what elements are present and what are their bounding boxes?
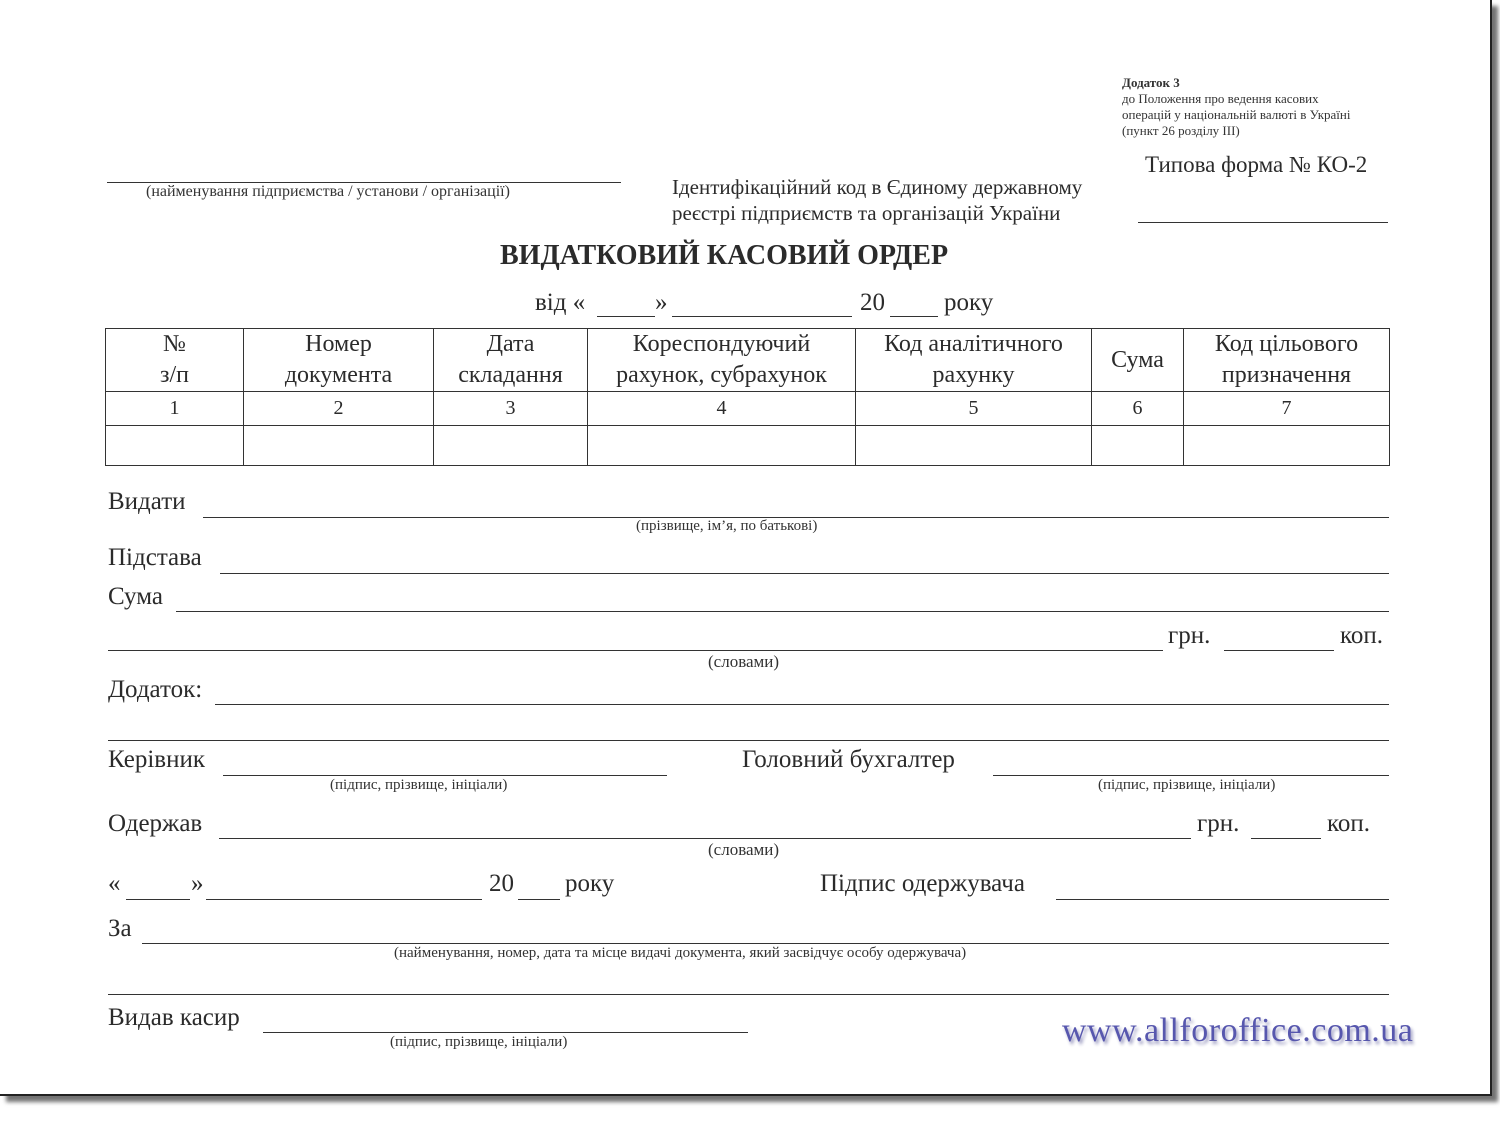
appendix-line-2: операцій у національній валюті в Україні: [1122, 107, 1351, 122]
org-caption: (найменування підприємства / установи / організації): [146, 183, 510, 200]
column-number: 5: [856, 392, 1092, 426]
for-caption: (найменування, номер, дата та місце видачі документа, який засвідчує особу одержувача): [394, 945, 967, 961]
head-label: Керівник: [108, 746, 205, 773]
received-kop-field[interactable]: [1251, 838, 1321, 839]
date-suffix: року: [944, 289, 994, 316]
appendix-line-3: (пункт 26 розділу ІІІ): [1122, 123, 1240, 138]
column-number: 7: [1184, 392, 1390, 426]
table-cell[interactable]: [588, 426, 856, 466]
header-cell: № з/п: [106, 329, 244, 392]
recipient-signature-label: Підпис одержувача: [820, 870, 1025, 897]
appendix-title: Додаток 3: [1122, 75, 1180, 90]
sum-field[interactable]: [176, 611, 1389, 612]
issue-label: Видати: [108, 488, 186, 515]
head-signature-field[interactable]: [223, 775, 667, 776]
watermark-url: www.allforoffice.com.ua: [1062, 1012, 1414, 1049]
column-number: 3: [434, 392, 588, 426]
chief-accountant-label: Головний бухгалтер: [742, 746, 955, 773]
header-cell: Код цільового призначення: [1184, 329, 1390, 392]
header-cell: Дата складання: [434, 329, 588, 392]
header-cell: Код аналітичного рахунку: [856, 329, 1092, 392]
table-header-row: [106, 329, 1390, 392]
date-middle: »: [655, 289, 668, 316]
sum-kop-field[interactable]: [1224, 650, 1334, 651]
chief-accountant-field[interactable]: [993, 775, 1389, 776]
received-field[interactable]: [219, 838, 1191, 839]
sign-date-month-field[interactable]: [206, 899, 482, 900]
header-cell: Номер документа: [244, 329, 434, 392]
attachment-field-2[interactable]: [108, 740, 1389, 741]
table-cell[interactable]: [1184, 426, 1390, 466]
id-code-line-1: Ідентифікаційний код в Єдиному державному: [672, 175, 1083, 199]
sum-words-field[interactable]: [108, 650, 1163, 651]
table-cell[interactable]: [856, 426, 1092, 466]
column-number: 2: [244, 392, 434, 426]
for-field[interactable]: [142, 943, 1389, 944]
date-year-field[interactable]: [890, 316, 938, 317]
issue-caption: (прізвище, ім’я, по батькові): [636, 518, 818, 534]
sum-label: Сума: [108, 583, 163, 610]
sign-date-day-field[interactable]: [126, 899, 190, 900]
received-uah-label: грн.: [1197, 810, 1240, 837]
for-field-2[interactable]: [108, 994, 1389, 995]
column-number: 4: [588, 392, 856, 426]
recipient-signature-field[interactable]: [1056, 899, 1389, 900]
chief-caption: (підпис, прізвище, ініціали): [1098, 777, 1276, 793]
sum-words-caption: (словами): [708, 652, 780, 671]
date-prefix: від «: [535, 289, 586, 316]
appendix-line-1: до Положення про ведення касових: [1122, 91, 1319, 106]
table-cell[interactable]: [106, 426, 244, 466]
sign-date-open: «: [108, 870, 121, 897]
date-month-field[interactable]: [672, 316, 852, 317]
cashier-label: Видав касир: [108, 1004, 240, 1031]
attachment-field[interactable]: [215, 704, 1389, 705]
table-cell[interactable]: [434, 426, 588, 466]
table-number-row: [106, 392, 1390, 426]
column-number: 1: [106, 392, 244, 426]
sum-uah-label: грн.: [1168, 622, 1211, 649]
order-table: [105, 328, 1390, 466]
date-year-prefix: 20: [860, 289, 885, 316]
table-cell[interactable]: [244, 426, 434, 466]
received-label: Одержав: [108, 810, 203, 837]
header-cell: Кореспондуючий рахунок, субрахунок: [588, 329, 856, 392]
sign-date-year-field[interactable]: [518, 899, 560, 900]
sign-date-suffix: року: [565, 870, 615, 897]
id-code-line-2: реєстрі підприємств та організацій України: [672, 201, 1061, 225]
column-number: 6: [1092, 392, 1184, 426]
cashier-signature-field[interactable]: [263, 1032, 748, 1033]
head-caption: (підпис, прізвище, ініціали): [330, 777, 508, 793]
attachment-label: Додаток:: [108, 676, 203, 703]
form-type: Типова форма № КО-2: [1145, 152, 1368, 177]
basis-label: Підстава: [108, 544, 202, 571]
document-title: ВИДАТКОВИЙ КАСОВИЙ ОРДЕР: [500, 240, 949, 271]
id-code-field[interactable]: [1138, 222, 1388, 223]
table-row: [106, 426, 1390, 466]
table-cell[interactable]: [1092, 426, 1184, 466]
cashier-caption: (підпис, прізвище, ініціали): [390, 1034, 568, 1050]
received-kop-label: коп.: [1327, 810, 1371, 837]
sign-date-year-prefix: 20: [489, 870, 514, 897]
date-day-field[interactable]: [597, 316, 655, 317]
sign-date-close: »: [191, 870, 204, 897]
received-caption: (словами): [708, 840, 780, 859]
basis-field[interactable]: [220, 573, 1389, 574]
header-cell: Сума: [1092, 329, 1184, 392]
for-label: За: [108, 915, 132, 942]
sum-kop-label: коп.: [1340, 622, 1384, 649]
